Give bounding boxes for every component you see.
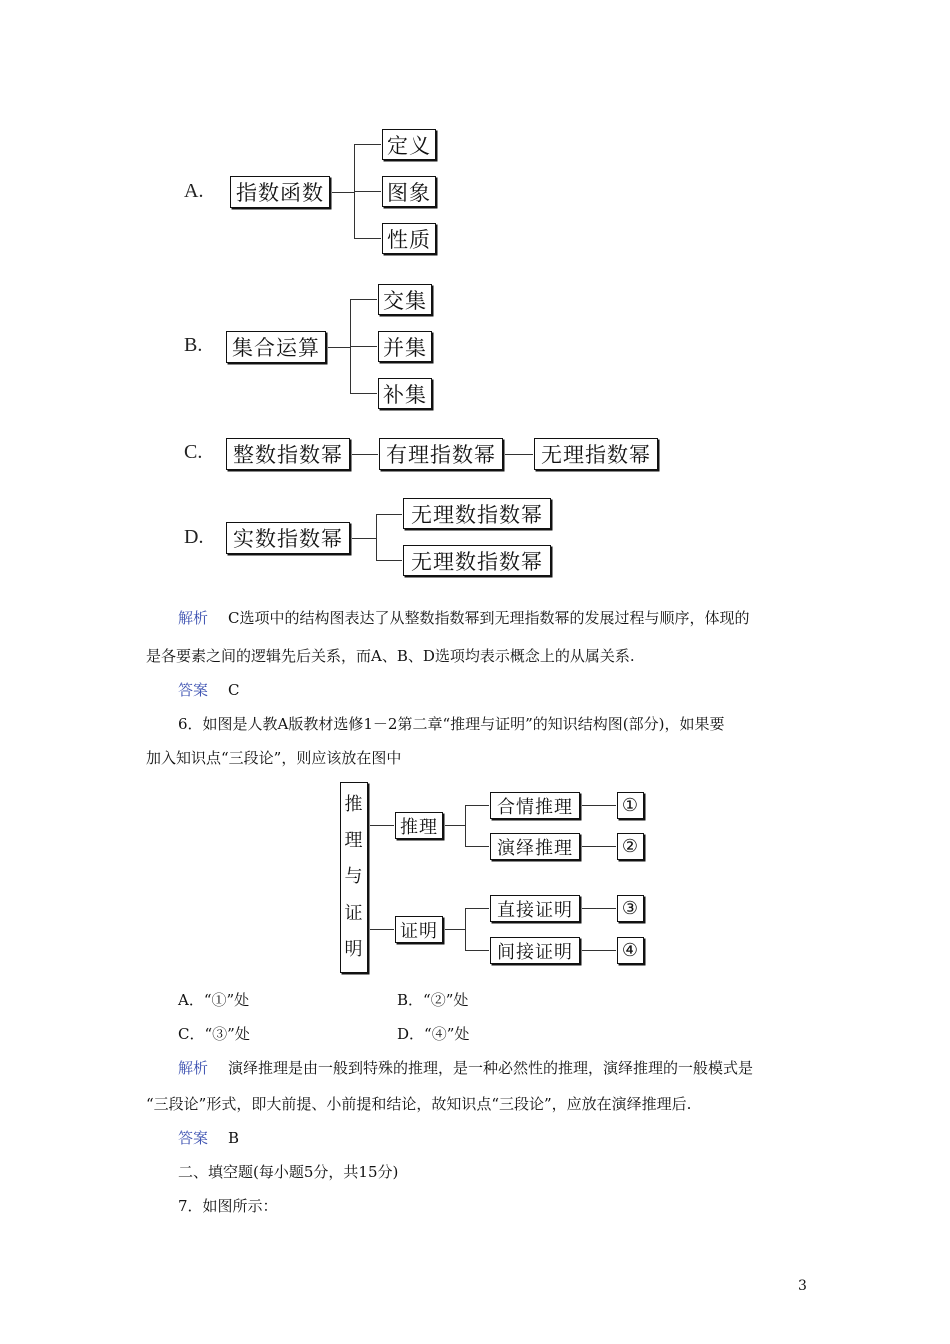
option-c-node: 有理指数幂: [379, 438, 503, 470]
q6-root-char: 理: [344, 830, 364, 852]
q6-stem-line1: 6．如图是人教A版教材选修1－2第二章“推理与证明”的知识结构图(部分)，如果要: [178, 715, 725, 733]
option-b-child: 补集: [378, 378, 432, 409]
q5-answer: C: [228, 681, 240, 699]
option-a-child: 定义: [382, 129, 436, 160]
option-d-root: 实数指数幂: [226, 522, 350, 554]
q6-root-char: 推: [344, 794, 364, 816]
q5-answer-label: 答案: [178, 681, 209, 699]
q6-root-node: [340, 782, 368, 973]
q6-choice-d: D．“④”处: [397, 1025, 470, 1043]
option-a-child: 性质: [382, 223, 436, 254]
q6-choice-c: C．“③”处: [178, 1025, 250, 1043]
q6-leaf-node: 间接证明: [490, 937, 580, 964]
q5-analysis-line2: 是各要素之间的逻辑先后关系，而A、B、D选项均表示概念上的从属关系.: [146, 647, 635, 665]
q5-analysis-line1: C选项中的结构图表达了从整数指数幂到无理指数幂的发展过程与顺序，体现的: [228, 609, 750, 627]
q6-mark-node: ④: [617, 937, 644, 964]
q6-analysis-line1: 演绎推理是由一般到特殊的推理，是一种必然性的推理，演绎推理的一般模式是: [228, 1059, 754, 1077]
q6-branch-node: 推理: [395, 812, 443, 839]
option-b-root: 集合运算: [226, 331, 326, 363]
option-c-node: 无理指数幂: [534, 438, 658, 470]
q7-stem: 7．如图所示：: [178, 1197, 278, 1215]
q6-root-char: 证: [344, 902, 364, 924]
q6-mark-node: ③: [617, 895, 644, 922]
option-a-root: 指数函数: [230, 176, 330, 208]
option-b-label: B.: [184, 334, 203, 356]
q6-root-char: 明: [344, 938, 364, 960]
q6-answer: B: [228, 1129, 240, 1147]
option-d-child: 无理数指数幂: [403, 498, 551, 529]
q6-leaf-node: 直接证明: [490, 895, 580, 922]
q5-analysis-label: 解析: [178, 609, 209, 627]
option-d-child: 无理数指数幂: [403, 545, 551, 576]
page-number: 3: [798, 1278, 807, 1294]
q6-analysis-line2: “三段论”形式，即大前提、小前提和结论，故知识点“三段论”，应放在演绎推理后.: [146, 1095, 692, 1113]
q6-leaf-node: 合情推理: [490, 792, 580, 819]
option-b-child: 交集: [378, 284, 432, 315]
q6-mark-node: ①: [617, 792, 644, 819]
section-heading: 二、填空题(每小题5分，共15分): [178, 1163, 399, 1181]
q6-root-char: 与: [344, 866, 364, 888]
option-a-child: 图象: [382, 176, 436, 207]
option-d-label: D.: [184, 526, 204, 548]
q6-answer-label: 答案: [178, 1129, 209, 1147]
q6-mark-node: ②: [617, 833, 644, 860]
option-b-child: 并集: [378, 331, 432, 362]
q6-choice-a: A．“①”处: [178, 991, 250, 1009]
q6-analysis-label: 解析: [178, 1059, 209, 1077]
option-a-label: A.: [184, 180, 204, 202]
option-c-label: C.: [184, 441, 203, 463]
q6-choice-b: B．“②”处: [397, 991, 469, 1009]
q6-branch-node: 证明: [395, 916, 443, 943]
option-c-node: 整数指数幂: [226, 438, 350, 470]
q6-leaf-node: 演绎推理: [490, 833, 580, 860]
q6-stem-line2: 加入知识点“三段论”，则应该放在图中: [146, 749, 402, 767]
